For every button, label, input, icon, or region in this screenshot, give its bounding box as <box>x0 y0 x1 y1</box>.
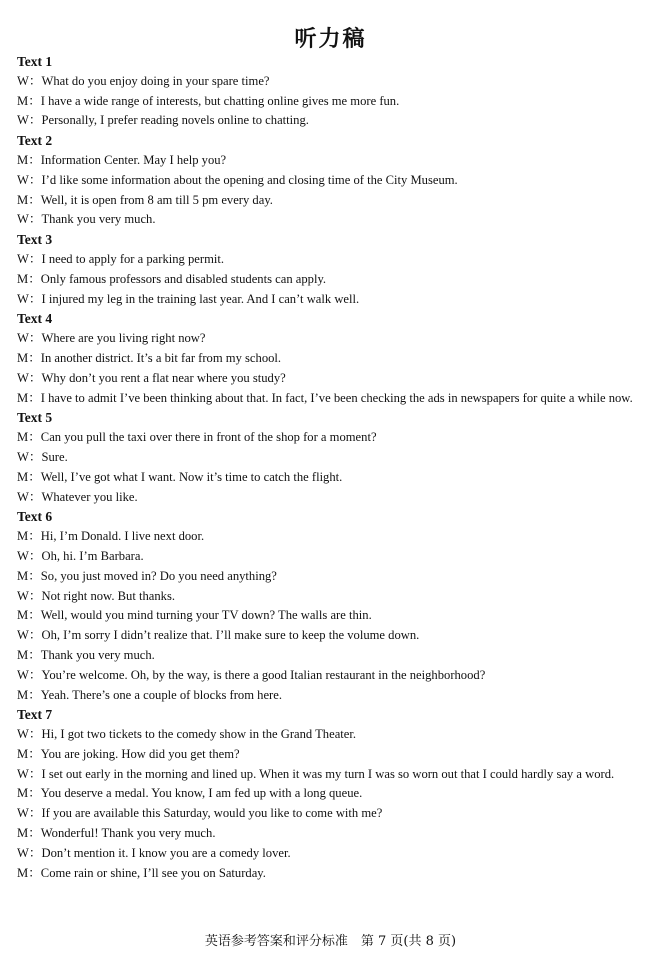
dialogue-line: W：Where are you living right now? <box>17 331 206 346</box>
dialogue-line: W：I injured my leg in the training last year. And I can’t walk well. <box>17 291 360 306</box>
dialogue-line: W：Hi, I got two tickets to the comedy show in the Grand Theater. <box>17 727 357 742</box>
dialogue-line: M：I have a wide range of interests, but chatting online gives me more fun. <box>17 93 400 108</box>
section-heading: Text 4 <box>17 311 53 327</box>
dialogue-line: M：Well, would you mind turning your TV down? The walls are thin. <box>17 608 372 623</box>
dialogue-line: M：In another district. It’s a bit far from my school. <box>17 350 282 365</box>
dialogue-line: W：Whatever you like. <box>17 489 138 504</box>
dialogue-line: M：Come rain or shine, I’ll see you on Saturday. <box>17 865 266 880</box>
dialogue-line: M：So, you just moved in? Do you need anything? <box>17 568 277 583</box>
dialogue-line: M：You are joking. How did you get them? <box>17 746 240 761</box>
dialogue-line: W：Oh, I’m sorry I didn’t realize that. I’ll make sure to keep the volume down. <box>17 628 420 643</box>
dialogue-line: M：Can you pull the taxi over there in front of the shop for a moment? <box>17 430 377 445</box>
dialogue-line: M：You deserve a medal. You know, I am fed up with a long queue. <box>17 786 363 801</box>
dialogue-line: M：Well, I’ve got what I want. Now it’s time to catch the flight. <box>17 469 343 484</box>
dialogue-line: W：I need to apply for a parking permit. <box>17 251 225 266</box>
page-footer: 英语参考答案和评分标准 第 7 页(共 8 页) <box>204 934 457 949</box>
dialogue-line: M：Only famous professors and disabled students can apply. <box>17 271 327 286</box>
section-heading: Text 1 <box>17 54 53 69</box>
dialogue-line: M：Yeah. There’s one a couple of blocks from here. <box>17 687 282 702</box>
dialogue-line: W：Don’t mention it. I know you are a comedy lover. <box>17 845 291 860</box>
section-heading: Text 2 <box>17 133 53 149</box>
dialogue-line: W：Sure. <box>17 449 68 464</box>
dialogue-line: W：If you are available this Saturday, would you like to come with me? <box>17 806 383 821</box>
dialogue-line: W：Personally, I prefer reading novels online to chatting. <box>17 113 309 128</box>
dialogue-line: W：Oh, hi. I’m Barbara. <box>17 548 144 563</box>
section-heading: Text 3 <box>17 232 53 248</box>
dialogue-line: M：Well, it is open from 8 am till 5 pm every day. <box>17 192 273 207</box>
dialogue-line: W：What do you enjoy doing in your spare time? <box>17 73 270 88</box>
dialogue-line: W：Thank you very much. <box>17 212 156 227</box>
section-heading: Text 5 <box>17 410 53 426</box>
dialogue-line: W：I set out early in the morning and lined up. When it was my turn I was so worn out that I could hardly say a word. <box>17 766 615 781</box>
page-title: 听力稿 <box>294 27 367 52</box>
dialogue-line: M：Hi, I’m Donald. I live next door. <box>17 529 205 544</box>
dialogue-line: M：Wonderful! Thank you very much. <box>17 826 216 841</box>
section-heading: Text 7 <box>17 707 53 723</box>
dialogue-line: M：I have to admit I’ve been thinking about that. In fact, I’ve been checking the ads in newspapers for quite a while now. <box>17 390 633 405</box>
dialogue-line: W：I’d like some information about the opening and closing time of the City Museum. <box>17 172 458 187</box>
dialogue-line: M：Thank you very much. <box>17 647 155 662</box>
transcript-body <box>17 52 647 883</box>
dialogue-line: W：Not right now. But thanks. <box>17 588 175 603</box>
section-heading: Text 6 <box>17 509 53 525</box>
dialogue-line: M：Information Center. May I help you? <box>17 152 227 167</box>
dialogue-line: W：Why don’t you rent a flat near where you study? <box>17 370 286 385</box>
dialogue-line: W：You’re welcome. Oh, by the way, is there a good Italian restaurant in the neighborhood? <box>17 667 486 682</box>
